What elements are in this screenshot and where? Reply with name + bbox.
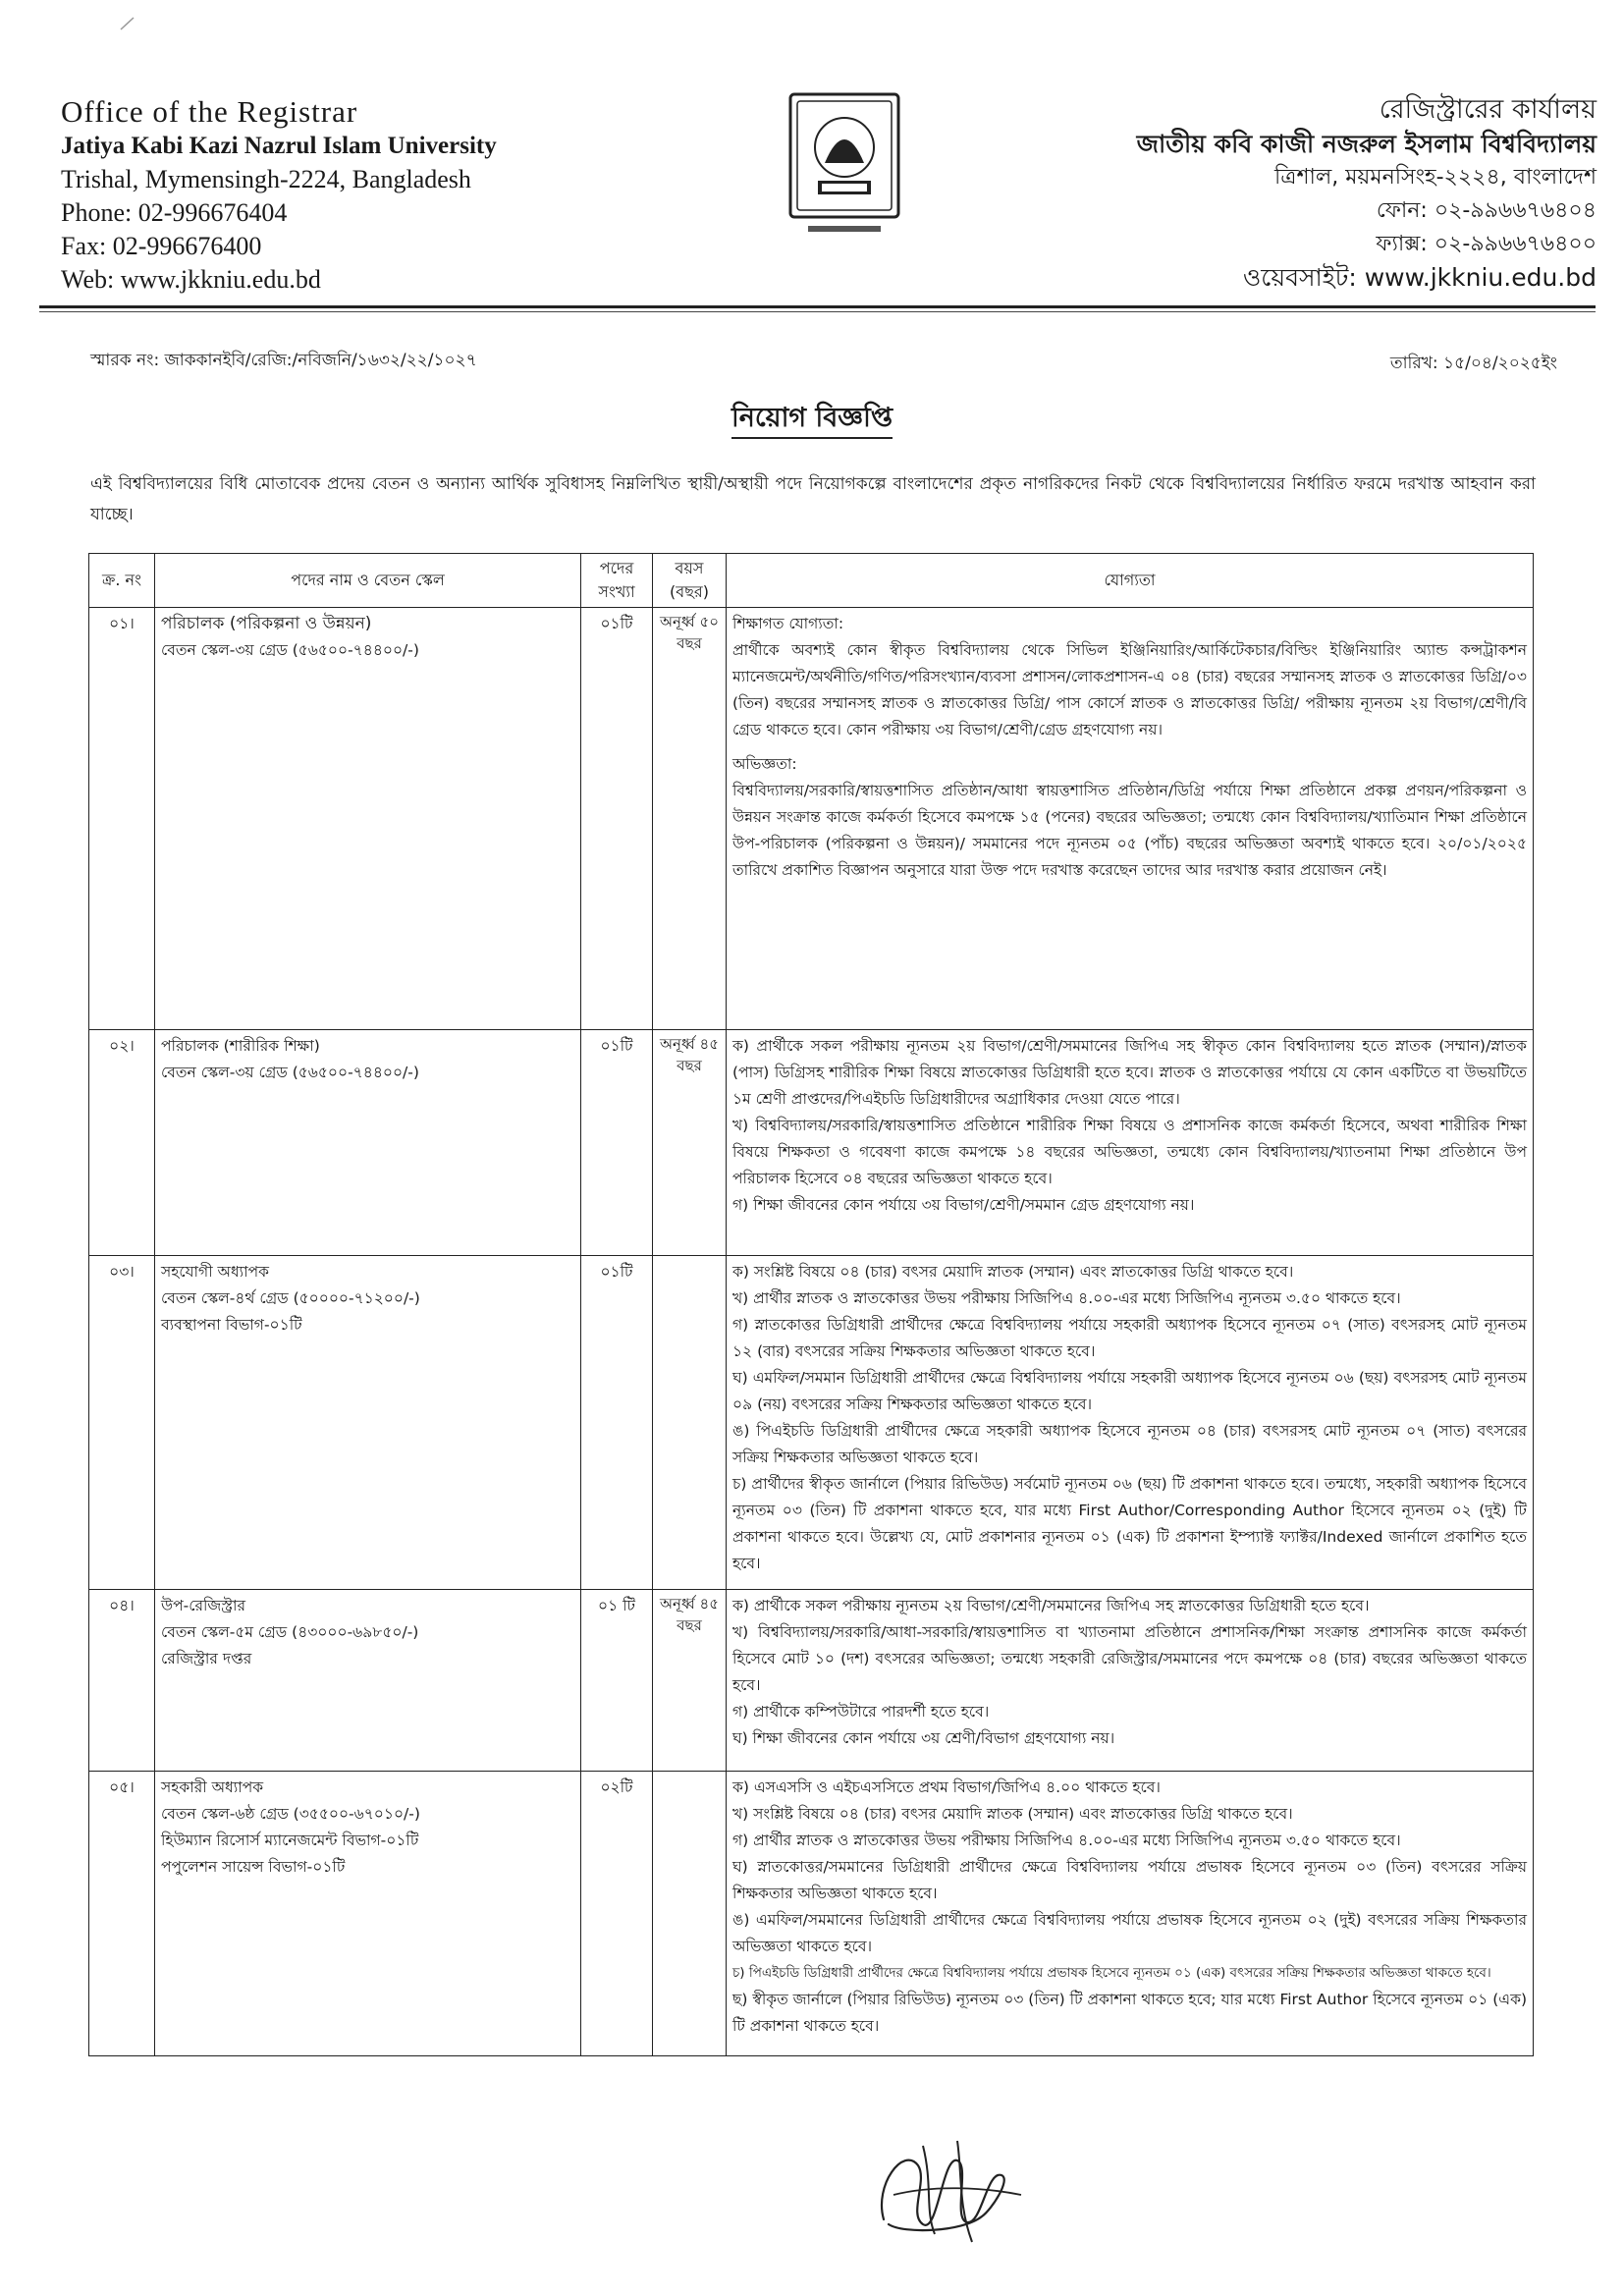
qualification-item: ক) এসএসসি ও এইচএসসিতে প্রথম বিভাগ/জিপিএ ৪.০০ থাকতে হবে। [732, 1778, 1161, 1796]
row-post [155, 1030, 581, 1256]
office-title-en: Office of the Registrar [61, 94, 358, 129]
qualification-item: খ) সংশ্লিষ্ট বিষয়ে ০৪ (চার) বৎসর মেয়াদি স্নাতক (সম্মান) এবং স্নাতকোত্তর ডিগ্রি থাকতে হবে। [732, 1805, 1293, 1823]
department: হিউম্যান রিসোর্স ম্যানেজমেন্ট বিভাগ-০১টি [161, 1831, 419, 1849]
row-count: ০১টি [581, 1030, 653, 1256]
qualification-item: ঙ) এমফিল/সমমানের ডিগ্রিধারী প্রার্থীদের ক্ষেত্রে বিশ্ববিদ্যালয় পর্যায়ে প্রভাষক হিসেবে ন্যূনতম ০২ (দুই) বৎসরের সক্রিয় শিক্ষকতার অভিজ্ঞতা থাকতে হবে। [732, 1911, 1527, 1955]
row-count: ০১টি [581, 1256, 653, 1590]
row-qualification [727, 1256, 1534, 1590]
vacancy-table [88, 553, 1534, 2056]
row-age: অনূর্ধ্ব ৫০ বছর [653, 608, 727, 1030]
notice-date: তারিখ: ১৫/০৪/২০২৫ইং [1389, 354, 1557, 373]
experience-text: বিশ্ববিদ্যালয়/সরকারি/স্বায়ত্তশাসিত প্রতিষ্ঠান/আধা স্বায়ত্তশাসিত প্রতিষ্ঠান/ডিগ্রি পর্যায়ে শিক্ষা প্রতিষ্ঠানে প্রকল্প প্রণয়ন/পরিকল্পনা ও উন্নয়ন সংক্রান্ত কাজে কর্মকর্তা হিসেবে কমপক্ষে ১৫ (পনের) বছরের অভিজ্ঞতা; তন্মধ্যে কোন বিশ্ববিদ্যালয়/খ্যাতিমান শিক্ষা প্রতিষ্ঠানে উপ-পরিচালক (পরিকল্পনা ও উন্নয়ন)/ সমমানের পদে ন্যূনতম ০৫ (পাঁচ) বছরের অভিজ্ঞতা অবশ্যই থাকতে হবে। ২০/০১/২০২৫ তারিখে প্রকাশিত বিজ্ঞাপন অনুসারে যারা উক্ত পদে দরখাস্ত করেছেন তাদের আর দরখাস্ত করার প্রয়োজন নেই। [732, 782, 1527, 879]
row-age: অনূর্ধ্ব ৪৫ বছর [653, 1030, 727, 1256]
qualification-item: ক) প্রার্থীকে সকল পরীক্ষায় ন্যূনতম ২য় বিভাগ/শ্রেণী/সমমানের জিপিএ সহ স্বীকৃত কোন বিশ্ববিদ্যালয় হতে স্নাতক (সম্মান)/স্নাতক (পাস) ডিগ্রিসহ শারীরিক শিক্ষা বিষয়ে স্নাতকোত্তর ডিগ্রিধারী হতে হবে। স্নাতক ও স্নাতকোত্তর পর্যায়ে যে কোন একটিতে বা উভয়টিতে ১ম শ্রেণী প্রাপ্তদের/পিএইচডি ডিগ্রিধারীদের অগ্রাধিকার দেওয়া যেতে পারে। [732, 1037, 1527, 1108]
row-qualification [727, 608, 1534, 1030]
department: ব্যবস্থাপনা বিভাগ-০১টি [161, 1316, 302, 1334]
fax-en: Fax: 02-996676400 [61, 232, 262, 260]
row-count: ০১টি [581, 608, 653, 1030]
web-en: Web: www.jkkniu.edu.bd [61, 265, 321, 294]
row-qualification [727, 1772, 1534, 2056]
row-post [155, 1772, 581, 2056]
header-english [61, 94, 611, 297]
fax-bn: ফ্যাক্স: ০২-৯৯৬৬৭৬৪০০ [1376, 232, 1597, 256]
qualification-item: গ) প্রার্থীকে কম্পিউটারে পারদর্শী হতে হবে। [732, 1703, 990, 1721]
qualification-item: ছ) স্বীকৃত জার্নালে (পিয়ার রিভিউড) ন্যূনতম ০৩ (তিন) টি প্রকাশনা থাকতে হবে; যার মধ্যে First Author হিসেবে ন্যূনতম ০১ (এক) টি প্রকাশনা থাকতে হবে। [732, 1991, 1527, 2035]
university-seal-icon [771, 86, 918, 248]
header-divider [39, 305, 1596, 308]
qualification-item: চ) প্রার্থীদের স্বীকৃত জার্নালে (পিয়ার রিভিউড) সর্বমোট ন্যূনতম ০৬ (ছয়) টি প্রকাশনা থাকতে হবে। তন্মধ্যে, সহকারী অধ্যাপক হিসেবে ন্যূনতম ০৩ (তিন) টি প্রকাশনা থাকতে হবে, যার মধ্যে First Author/Corresponding Author হিসেবে ন্যূনতম ০২ (দুই) টি প্রকাশনা থাকতে হবে। উল্লেখ্য যে, মোট প্রকাশনার ন্যূনতম ০১ (এক) টি প্রকাশনা ইম্প্যাক্ট ফ্যাক্টর/Indexed জার্নালে প্রকাশিত হতে হবে। [732, 1475, 1527, 1572]
row-count: ০১ টি [581, 1590, 653, 1772]
handwritten-signature-icon [864, 2126, 1036, 2249]
header-count: পদের সংখ্যা [581, 554, 653, 608]
row-count: ০২টি [581, 1772, 653, 2056]
post-name: সহযোগী অধ্যাপক [161, 1263, 270, 1281]
qualification-text: প্রার্থীকে অবশ্যই কোন স্বীকৃত বিশ্ববিদ্যালয় থেকে সিভিল ইঞ্জিনিয়ারিং/আর্কিটেকচার/বিল্ডিং ইঞ্জিনিয়ারিং অ্যান্ড কন্সট্রাকশন ম্যানেজমেন্ট/অর্থনীতি/গণিত/পরিসংখ্যান/ব্যবসা প্রশাসন/লোকপ্রশাসন-এ ০৪ (চার) বছরের সম্মানসহ স্নাতক ও স্নাতকোত্তর ডিগ্রি/০৩ (তিন) বছরের সম্মানসহ স্নাতক ও স্নাতকোত্তর ডিগ্রি/ পাস কোর্সে স্নাতক ও স্নাতকোত্তর ডিগ্রি/ পরীক্ষায় ন্যূনতম ২য় বিভাগ/শ্রেণী/বি গ্রেড থাকতে হবে। কোন পরীক্ষায় ৩য় বিভাগ/শ্রেণী/গ্রেড গ্রহণযোগ্য নয়। [732, 641, 1527, 738]
department: পপুলেশন সায়েন্স বিভাগ-০১টি [161, 1858, 346, 1876]
qualification-item: ক) প্রার্থীকে সকল পরীক্ষায় ন্যূনতম ২য় বিভাগ/শ্রেণী/সমমানের জিপিএ সহ স্নাতকোত্তর ডিগ্রিধারী হতে হবে। [732, 1597, 1370, 1614]
qualification-item: ঙ) পিএইচডি ডিগ্রিধারী প্রার্থীদের ক্ষেত্রে সহকারী অধ্যাপক হিসেবে ন্যূনতম ০৪ (চার) বৎসরসহ মোট ন্যূনতম ০৭ (সাত) বৎসরের সক্রিয় শিক্ষকতার অভিজ্ঞতা থাকতে হবে। [732, 1422, 1527, 1466]
table-row [89, 1030, 1534, 1256]
qualification-heading: শিক্ষাগত যোগ্যতা: [732, 615, 844, 632]
address-en: Trishal, Mymensingh-2224, Bangladesh [61, 165, 471, 193]
corner-tick-mark [118, 14, 137, 33]
post-name: পরিচালক (পরিকল্পনা ও উন্নয়ন) [161, 614, 372, 633]
post-name: সহকারী অধ্যাপক [161, 1778, 264, 1796]
experience-heading: অভিজ্ঞতা: [732, 755, 797, 773]
header-divider-thin [39, 311, 1596, 312]
pay-scale: বেতন স্কেল-৬ষ্ঠ গ্রেড (৩৫৫০০-৬৭০১০/-) [161, 1805, 420, 1823]
qualification-item: খ) বিশ্ববিদ্যালয়/সরকারি/আধা-সরকারি/স্বায়ত্তশাসিত বা খ্যাতনামা প্রতিষ্ঠানে প্রশাসনিক/শিক্ষা সংক্রান্ত প্রশাসনিক কাজে কর্মকর্তা হিসেবে মোট ১০ (দশ) বৎসরের অভিজ্ঞতা; তন্মধ্যে সহকারী রেজিস্ট্রার/সমমানের পদে কমপক্ষে ০৪ (চার) বছরের অভিজ্ঞতা থাকতে হবে। [732, 1623, 1527, 1694]
department: রেজিস্ট্রার দপ্তর [161, 1650, 252, 1667]
pay-scale: বেতন স্কেল-৪র্থ গ্রেড (৫০০০০-৭১২০০/-) [161, 1289, 420, 1307]
address-bn: ত্রিশাল, ময়মনসিংহ-২২২৪, বাংলাদেশ [1273, 165, 1597, 190]
notice-title-text: নিয়োগ বিজ্ঞপ্তি [731, 403, 893, 439]
qualification-item: ঘ) শিক্ষা জীবনের কোন পর্যায়ে ৩য় শ্রেণী/বিভাগ গ্রহণযোগ্য নয়। [732, 1729, 1115, 1747]
table-row [89, 1256, 1534, 1590]
row-post [155, 1256, 581, 1590]
post-name: উপ-রেজিস্ট্রার [161, 1597, 246, 1614]
qualification-item: চ) পিএইচডি ডিগ্রিধারী প্রার্থীদের ক্ষেত্রে বিশ্ববিদ্যালয় পর্যায়ে প্রভাষক হিসেবে ন্যূনতম ০১ (এক) বৎসরের সক্রিয় শিক্ষকতার অভিজ্ঞতা থাকতে হবে। [732, 1965, 1491, 1981]
qualification-item: গ) শিক্ষা জীবনের কোন পর্যায়ে ৩য় বিভাগ/শ্রেণী/সমমান গ্রেড গ্রহণযোগ্য নয়। [732, 1196, 1195, 1214]
pay-scale: বেতন স্কেল-৩য় গ্রেড (৫৬৫০০-৭৪৪০০/-) [161, 1064, 419, 1081]
row-serial: ০১। [89, 608, 155, 1030]
row-age: অনূর্ধ্ব ৪৫ বছর [653, 1590, 727, 1772]
qualification-item: খ) প্রার্থীর স্নাতক ও স্নাতকোত্তর উভয় পরীক্ষায় সিজিপিএ ৪.০০-এর মধ্যে সিজিপিএ ন্যূনতম ৩.৫০ থাকতে হবে। [732, 1289, 1401, 1307]
row-age [653, 1772, 727, 2056]
qualification-item: ক) সংশ্লিষ্ট বিষয়ে ০৪ (চার) বৎসর মেয়াদি স্নাতক (সম্মান) এবং স্নাতকোত্তর ডিগ্রি থাকতে হবে। [732, 1263, 1294, 1281]
row-post [155, 608, 581, 1030]
intro-paragraph: এই বিশ্ববিদ্যালয়ের বিধি মোতাবেক প্রদেয় বেতন ও অন্যান্য আর্থিক সুবিধাসহ নিম্নলিখিত স্থায়ী/অস্থায়ী পদে নিয়োগকল্পে বাংলাদেশের প্রকৃত নাগরিকদের নিকট থেকে বিশ্ববিদ্যালয়ের নির্ধারিত ফরমে দরখাস্ত আহবান করা যাচ্ছে। [90, 474, 1536, 524]
university-name-bn: জাতীয় কবি কাজী নজরুল ইসলাম বিশ্ববিদ্যালয় [1136, 130, 1597, 158]
table-row [89, 608, 1534, 1030]
university-name-en: Jatiya Kabi Kazi Nazrul Islam University [61, 133, 497, 159]
header-bangla [988, 92, 1597, 295]
memo-number: স্মারক নং: জাককানইবি/রেজি:/নবিজনি/১৬৩২/২২/১০২৭ [90, 351, 477, 370]
row-serial: ০২। [89, 1030, 155, 1256]
qualification-item: খ) বিশ্ববিদ্যালয়/সরকারি/স্বায়ত্তশাসিত প্রতিষ্ঠানে শারীরিক শিক্ষা বিষয়ে ও প্রশাসনিক কাজে কর্মকর্তা হিসেবে, অথবা শারীরিক শিক্ষা বিষয়ে শিক্ষকতা ও গবেষণা কাজে কমপক্ষে ১৪ বছরের অভিজ্ঞতা, তন্মধ্যে কোন বিশ্ববিদ্যালয়/খ্যাতনামা শিক্ষা প্রতিষ্ঠানে উপ পরিচালক হিসেবে ০৪ বছরের অভিজ্ঞতা থাকতে হবে। [732, 1117, 1527, 1187]
row-qualification [727, 1590, 1534, 1772]
table-row [89, 1772, 1534, 2056]
table-header-row [89, 554, 1534, 608]
pay-scale: বেতন স্কেল-৩য় গ্রেড (৫৬৫০০-৭৪৪০০/-) [161, 641, 419, 659]
qualification-item: গ) প্রার্থীর স্নাতক ও স্নাতকোত্তর উভয় পরীক্ষায় সিজিপিএ ৪.০০-এর মধ্যে সিজিপিএ ন্যূনতম ৩.৫০ থাকতে হবে। [732, 1831, 1401, 1849]
phone-en: Phone: 02-996676404 [61, 198, 288, 227]
office-title-bn: রেজিস্ট্রারের কার্যালয় [1379, 94, 1597, 125]
header-post: পদের নাম ও বেতন স্কেল [155, 554, 581, 608]
phone-bn: ফোন: ০২-৯৯৬৬৭৬৪০৪ [1376, 198, 1597, 223]
row-qualification [727, 1030, 1534, 1256]
notice-title [0, 398, 1624, 442]
qualification-item: গ) স্নাতকোত্তর ডিগ্রিধারী প্রার্থীদের ক্ষেত্রে বিশ্ববিদ্যালয় পর্যায়ে সহকারী অধ্যাপক হিসেবে ন্যূনতম ০৭ (সাত) বৎসরসহ মোট ন্যূনতম ১২ (বার) বৎসরের সক্রিয় শিক্ষকতার অভিজ্ঞতা থাকতে হবে। [732, 1316, 1527, 1360]
row-post [155, 1590, 581, 1772]
table-row [89, 1590, 1534, 1772]
header-age: বয়স (বছর) [653, 554, 727, 608]
row-serial: ০৫। [89, 1772, 155, 2056]
qualification-item: ঘ) স্নাতকোত্তর/সমমানের ডিগ্রিধারী প্রার্থীদের ক্ষেত্রে বিশ্ববিদ্যালয় পর্যায়ে প্রভাষক হিসেবে ন্যূনতম ০৩ (তিন) বৎসরের সক্রিয় শিক্ষকতার অভিজ্ঞতা থাকতে হবে। [732, 1858, 1527, 1902]
row-age [653, 1256, 727, 1590]
pay-scale: বেতন স্কেল-৫ম গ্রেড (৪৩০০০-৬৯৮৫০/-) [161, 1623, 419, 1641]
web-bn: ওয়েবসাইট: www.jkkniu.edu.bd [1242, 263, 1597, 292]
qualification-item: ঘ) এমফিল/সমমান ডিগ্রিধারী প্রার্থীদের ক্ষেত্রে বিশ্ববিদ্যালয় পর্যায়ে সহকারী অধ্যাপক হিসেবে ন্যূনতম ০৬ (ছয়) বৎসরসহ মোট ন্যূনতম ০৯ (নয়) বৎসরের সক্রিয় শিক্ষকতার অভিজ্ঞতা থাকতে হবে। [732, 1369, 1527, 1413]
post-name: পরিচালক (শারীরিক শিক্ষা) [161, 1037, 320, 1055]
header-qualification: যোগ্যতা [727, 554, 1534, 608]
row-serial: ০৩। [89, 1256, 155, 1590]
header-serial: ক্র. নং [89, 554, 155, 608]
row-serial: ০৪। [89, 1590, 155, 1772]
